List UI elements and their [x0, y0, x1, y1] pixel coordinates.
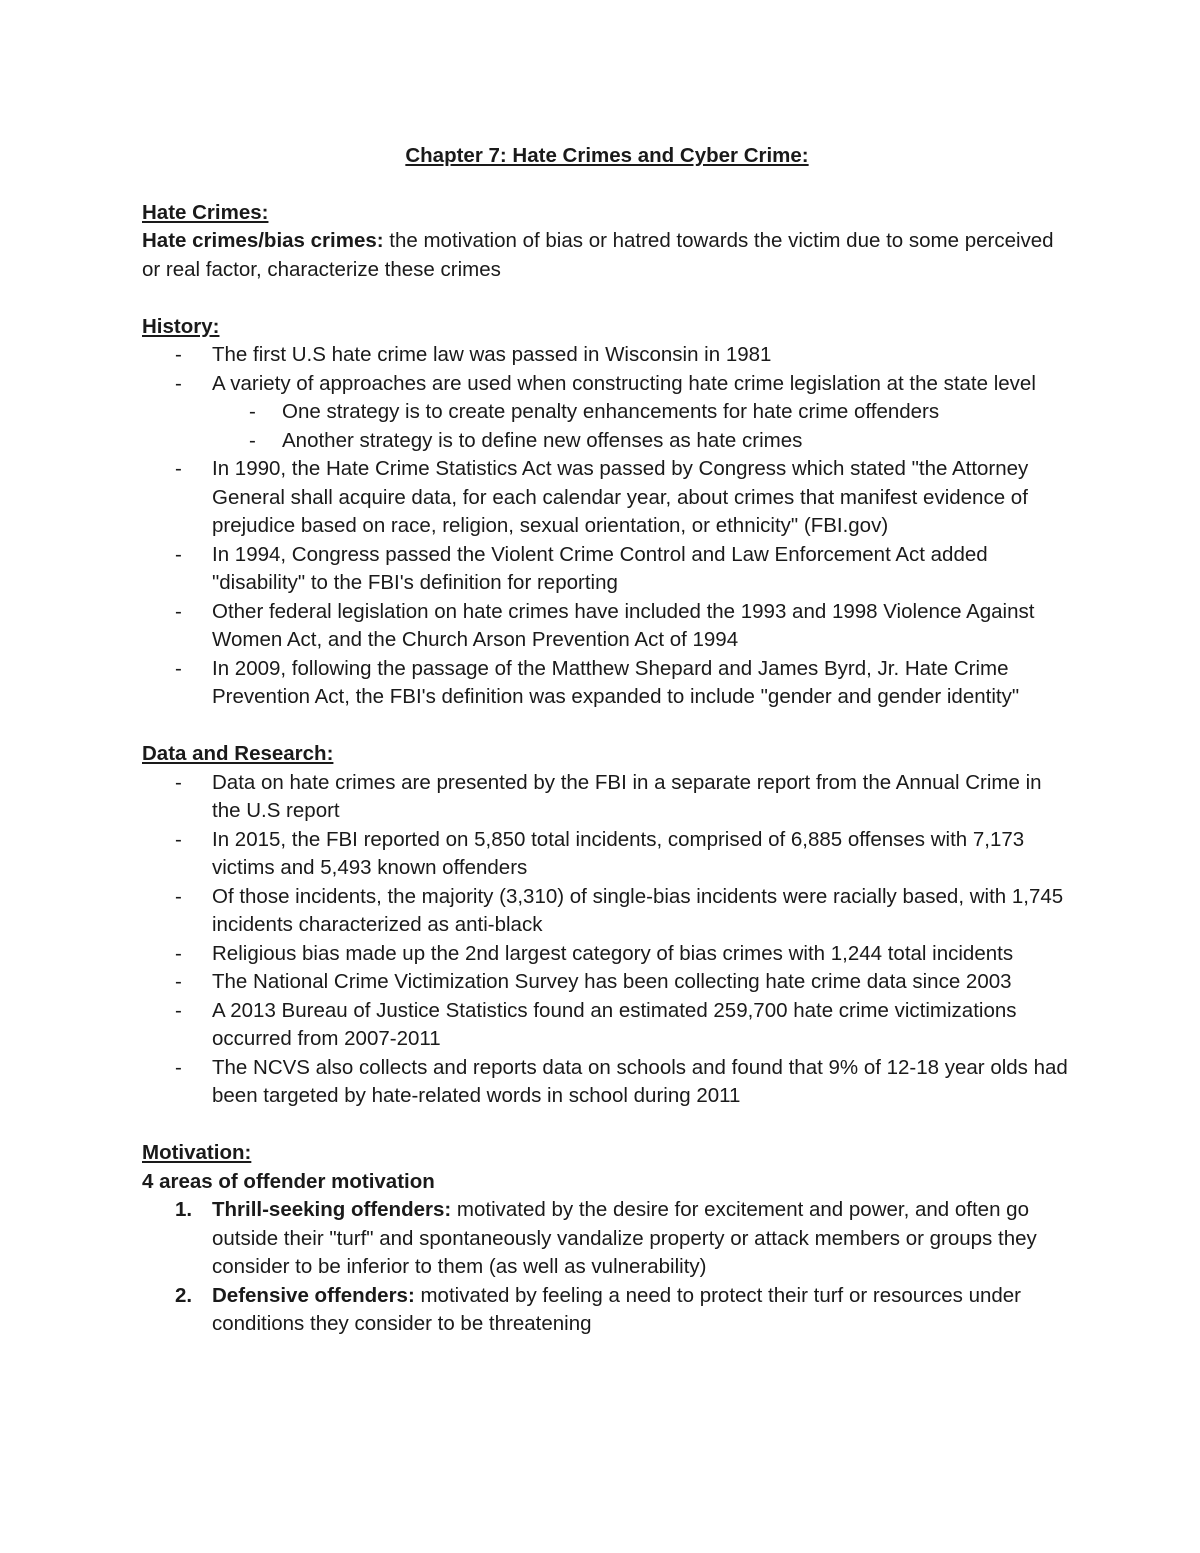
numbered-item: [142, 1196, 1072, 1282]
list-item: [142, 769, 1072, 826]
sub-list-item: [142, 398, 1072, 427]
motivation-subheading: 4 areas of offender motivation: [142, 1169, 435, 1193]
dash-bullet: -: [175, 941, 182, 965]
dash-bullet: -: [175, 884, 182, 908]
list-item: [142, 655, 1072, 712]
list-item: [142, 940, 1072, 969]
item-text: motivated by the desire for excitement and power, and often go outside their "turf" and spontaneously vandalize property or attack members or groups they consider to be inferior to them (as well as vulnerability): [212, 1198, 1037, 1278]
item-number: 2.: [175, 1283, 193, 1307]
sub-list-item-text: Another strategy is to define new offenses as hate crimes: [282, 428, 803, 452]
section-motivation: [142, 1139, 1072, 1339]
dash-bullet: -: [249, 400, 256, 423]
data-research-list: [142, 769, 1072, 1111]
list-item: [142, 541, 1072, 598]
history-sub-list: [142, 398, 1072, 455]
section-data-research: [142, 740, 1072, 1111]
list-item: [142, 341, 1072, 370]
page-title: Chapter 7: Hate Crimes and Cyber Crime:: [405, 144, 809, 167]
item-term: Thrill-seeking offenders:: [212, 1198, 452, 1221]
section-heading-history: History:: [142, 314, 220, 338]
dash-bullet: -: [175, 770, 182, 794]
section-hate-crimes: [142, 199, 1072, 285]
list-item: [142, 883, 1072, 940]
list-item-text: The NCVS also collects and reports data on schools and found that 9% of 12-18 year olds had been targeted by hate-related words in school during 2011: [212, 1055, 1068, 1107]
list-item-text: The National Crime Victimization Survey has been collecting hate crime data since 2003: [212, 970, 1012, 993]
spacer: [142, 712, 1072, 741]
sub-list-item: [142, 427, 1072, 456]
section-heading-hate-crimes: Hate Crimes:: [142, 200, 269, 224]
spacer: [142, 1111, 1072, 1140]
list-item-text: Data on hate crimes are presented by the FBI in a separate report from the Annual Crime in the U.S report: [212, 770, 1042, 822]
history-list-continued: [142, 455, 1072, 712]
numbered-item: [142, 1282, 1072, 1339]
list-item-text: Other federal legislation on hate crimes have included the 1993 and 1998 Violence Against Women Act, and the Church Arson Prevention Act of 1994: [212, 599, 1035, 651]
list-item-text: Religious bias made up the 2nd largest category of bias crimes with 1,244 total incidents: [212, 941, 1014, 965]
list-item-text: A variety of approaches are used when constructing hate crime legislation at the state level: [212, 371, 1036, 395]
history-list: [142, 341, 1072, 398]
dash-bullet: -: [175, 371, 182, 395]
sub-list-item-text: One strategy is to create penalty enhancements for hate crime offenders: [282, 400, 940, 423]
list-item: [142, 598, 1072, 655]
dash-bullet: -: [175, 970, 182, 993]
item-term: Defensive offenders:: [212, 1283, 415, 1307]
document-page: [142, 130, 1072, 1339]
list-item: [142, 997, 1072, 1054]
dash-bullet: -: [175, 599, 182, 623]
section-history: [142, 313, 1072, 712]
motivation-list: [142, 1196, 1072, 1339]
section-heading-data-research: Data and Research:: [142, 742, 334, 765]
list-item-text: In 1990, the Hate Crime Statistics Act was passed by Congress which stated "the Attorney General shall acquire data, for each calendar year, about crimes that manifest evidence of prejudice based on race, religion, sexual orientation, or ethnicity" (FBI.gov): [212, 457, 1029, 537]
list-item-text: In 2015, the FBI reported on 5,850 total incidents, comprised of 6,885 offenses with 7,173 victims and 5,493 known offenders: [212, 827, 1025, 879]
dash-bullet: -: [249, 428, 256, 452]
list-item: [142, 370, 1072, 399]
item-number: 1.: [175, 1198, 193, 1221]
spacer: [142, 284, 1072, 313]
definition-text: the motivation of bias or hatred towards the victim due to some perceived or real factor, characterize these crimes: [142, 229, 1054, 281]
section-heading-motivation: Motivation:: [142, 1141, 252, 1164]
list-item: [142, 826, 1072, 883]
list-item-text: Of those incidents, the majority (3,310) of single-bias incidents were racially based, with 1,745 incidents characterized as anti-black: [212, 884, 1064, 936]
dash-bullet: -: [175, 542, 182, 566]
dash-bullet: -: [175, 343, 182, 366]
item-text: motivated by feeling a need to protect their turf or resources under conditions they consider to be threatening: [212, 1283, 1022, 1335]
list-item-text: In 2009, following the passage of the Matthew Shepard and James Byrd, Jr. Hate Crime Prevention Act, the FBI's definition was expanded to include "gender and gender identity": [212, 656, 1020, 708]
list-item: [142, 968, 1072, 997]
dash-bullet: -: [175, 656, 182, 680]
list-item: [142, 455, 1072, 541]
list-item-text: The first U.S hate crime law was passed in Wisconsin in 1981: [212, 343, 772, 366]
dash-bullet: -: [175, 827, 182, 851]
dash-bullet: -: [175, 1055, 182, 1079]
dash-bullet: -: [175, 998, 182, 1022]
list-item-text: In 1994, Congress passed the Violent Crime Control and Law Enforcement Act added "disability" to the FBI's definition for reporting: [212, 542, 988, 594]
list-item-text: A 2013 Bureau of Justice Statistics found an estimated 259,700 hate crime victimizations occurred from 2007-2011: [212, 998, 1017, 1050]
list-item: [142, 1054, 1072, 1111]
definition-paragraph: [142, 227, 1072, 284]
definition-term: Hate crimes/bias crimes:: [142, 229, 384, 252]
dash-bullet: -: [175, 457, 182, 480]
